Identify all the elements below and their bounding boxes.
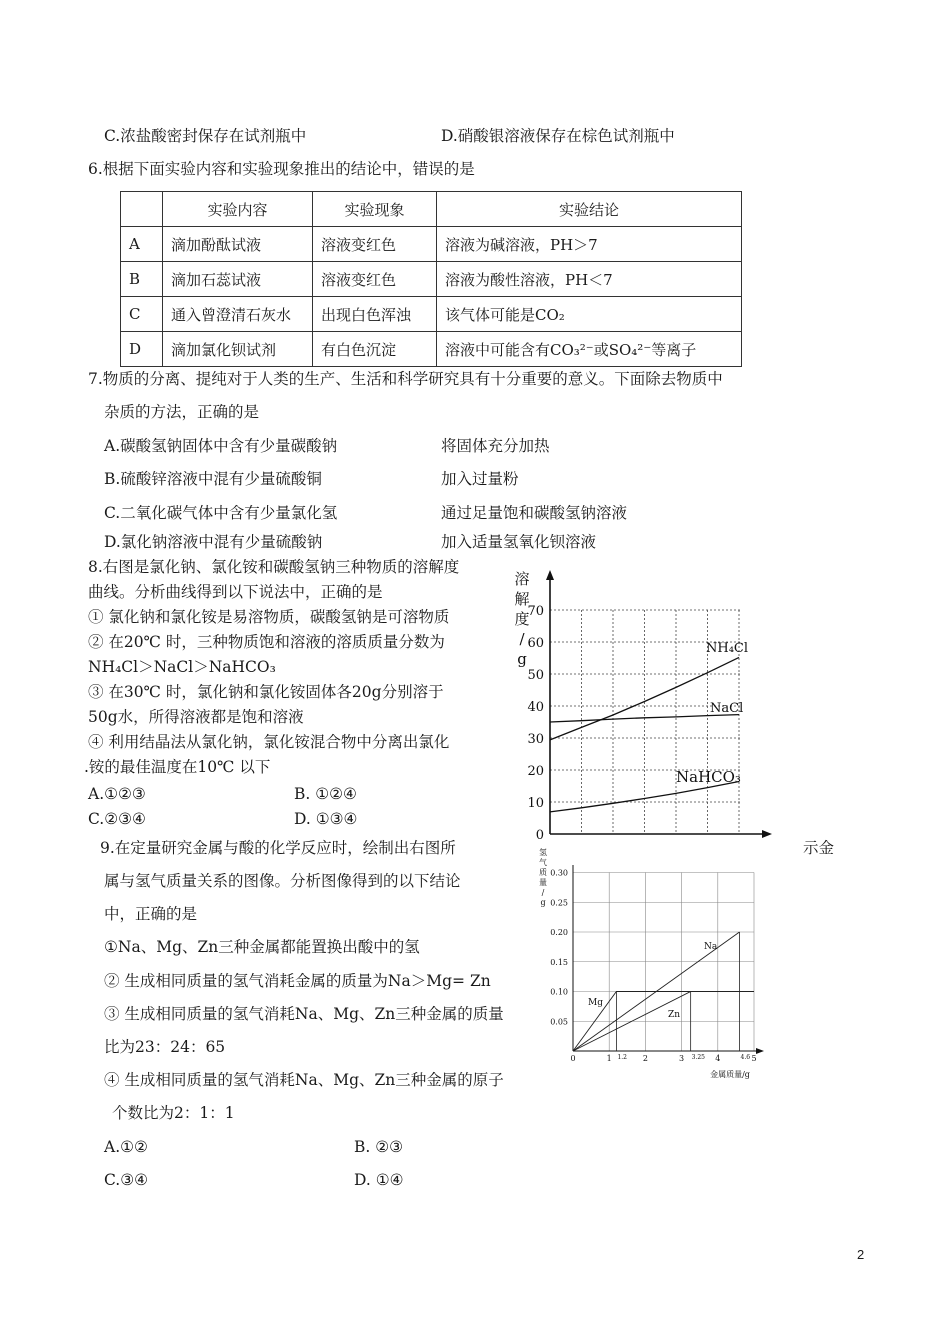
q9-line: ③ 生成相同质量的氢气消耗Na、Mg、Zn三种金属的质量 bbox=[104, 1005, 504, 1023]
y-tick-label: 0 bbox=[535, 828, 544, 843]
series-label: Zn bbox=[668, 1010, 681, 1020]
x-tick-label: 3 bbox=[679, 1054, 685, 1063]
q8-line: ④ 利用结晶法从氯化钠，氯化铵混合物中分离出氯化 bbox=[88, 733, 450, 751]
x-tick-label: 1 bbox=[606, 1054, 612, 1063]
table-header-cell: 实验现象 bbox=[313, 192, 437, 227]
q9-line: ①Na、Mg、Zn三种金属都能置换出酸中的氢 bbox=[104, 938, 420, 956]
q5-option-d: D.硝酸银溶液保存在棕色试剂瓶中 bbox=[441, 127, 675, 145]
table-cell: 出现白色浑浊 bbox=[313, 297, 437, 332]
q8-line: .铵的最佳温度在10℃ 以下 bbox=[84, 758, 271, 776]
series-labels bbox=[676, 641, 748, 786]
q8-line: 8.右图是氯化钠、氯化铵和碳酸氢钠三种物质的溶解度 bbox=[88, 558, 460, 576]
x-tick-label: 2 bbox=[642, 1054, 648, 1063]
table-cell: A bbox=[121, 227, 163, 262]
chart-axes bbox=[573, 865, 764, 1054]
x-axis-label: 金属质量/g bbox=[710, 1070, 750, 1079]
y-tick-label: 0.25 bbox=[550, 898, 568, 908]
q7-option-b-method: 加入过量粉 bbox=[441, 470, 519, 488]
table-row bbox=[121, 262, 742, 297]
y-tick-label: 50 bbox=[527, 668, 544, 683]
table-cell: 溶液为碱溶液，PH＞7 bbox=[437, 227, 742, 262]
q7-option-b: B.硫酸锌溶液中混有少量硫酸铜 bbox=[104, 470, 322, 488]
q7-option-c: C.二氧化碳气体中含有少量氯化氢 bbox=[104, 504, 338, 522]
table-cell: 溶液为酸性溶液，PH＜7 bbox=[437, 262, 742, 297]
y-tick-label: 30 bbox=[527, 732, 544, 747]
y-tick-label: 70 bbox=[527, 604, 544, 619]
table-header-cell bbox=[121, 192, 163, 227]
y-axis-label bbox=[514, 570, 529, 668]
chart-grid bbox=[573, 873, 754, 1052]
table-cell: 滴加酚酞试液 bbox=[163, 227, 313, 262]
y-axis-label-char: g bbox=[540, 898, 546, 907]
table-row bbox=[121, 332, 742, 367]
table-cell: D bbox=[121, 332, 163, 367]
q8-option-a: A.①②③ bbox=[88, 785, 146, 803]
x-tick-label: 3.25 bbox=[691, 1054, 706, 1061]
table-header-row bbox=[121, 192, 742, 227]
q9-line: 属与氢气质量关系的图像。分析图像得到的以下结论 bbox=[104, 872, 461, 890]
q8-line: ② 在20℃ 时，三种物质饱和溶液的溶质质量分数为 bbox=[88, 633, 445, 651]
table-cell: 滴加石蕊试液 bbox=[163, 262, 313, 297]
q7-option-c-method: 通过足量饱和碳酸氢钠溶液 bbox=[441, 504, 628, 522]
y-axis-label-char: / bbox=[541, 888, 545, 897]
table-cell: 滴加氯化钡试剂 bbox=[163, 332, 313, 367]
solubility-chart bbox=[500, 568, 780, 850]
y-tick-label: 0.15 bbox=[550, 957, 568, 967]
y-tick-label: 0.20 bbox=[550, 928, 568, 937]
table-cell: 该气体可能是CO₂ bbox=[437, 297, 742, 332]
y-tick-label: 40 bbox=[527, 700, 544, 715]
q9-option-a: A.①② bbox=[104, 1138, 148, 1156]
q9-line: 个数比为2：1：1 bbox=[112, 1104, 235, 1122]
table-cell: 溶液变红色 bbox=[313, 262, 437, 297]
y-tick-labels bbox=[550, 869, 568, 1027]
y-axis-label-char: 氢 bbox=[539, 848, 547, 857]
q8-line: 曲线。分析曲线得到以下说法中，正确的是 bbox=[88, 583, 383, 601]
q9-line: 中，正确的是 bbox=[104, 905, 198, 923]
table-header-cell: 实验结论 bbox=[437, 192, 742, 227]
series-label: Mg bbox=[588, 998, 603, 1008]
series-label: NaCl bbox=[710, 701, 744, 716]
q9-option-d: D. ①④ bbox=[354, 1171, 404, 1189]
q7-stem-line2: 杂质的方法，正确的是 bbox=[104, 403, 260, 421]
table-row bbox=[121, 297, 742, 332]
q9-line: ② 生成相同质量的氢气消耗金属的质量为Na＞Mg= Zn bbox=[104, 972, 491, 990]
y-axis-label-char: 溶 bbox=[514, 570, 530, 588]
q9-line: 9.在定量研究金属与酸的化学反应时，绘制出右图所 bbox=[100, 839, 456, 857]
y-axis-label-char: 度 bbox=[514, 610, 530, 628]
table-cell: B bbox=[121, 262, 163, 297]
y-tick-label: 0.10 bbox=[550, 987, 568, 997]
x-axis-arrow bbox=[762, 830, 772, 838]
y-axis-label-char: 量 bbox=[539, 878, 547, 887]
table-cell: 溶液变红色 bbox=[313, 227, 437, 262]
q9-line-tail: 示金 bbox=[803, 839, 835, 857]
experiment-table bbox=[120, 191, 742, 367]
q5-option-c: C.浓盐酸密封保存在试剂瓶中 bbox=[104, 127, 307, 145]
y-tick-label: 10 bbox=[527, 796, 544, 811]
q8-line: NH₄Cl＞NaCl＞NaHCO₃ bbox=[88, 658, 276, 676]
y-tick-label: 20 bbox=[527, 764, 544, 779]
x-tick-label: 5 bbox=[751, 1054, 757, 1063]
q8-option-b: B. ①②④ bbox=[294, 785, 357, 803]
series-label: Na bbox=[704, 942, 718, 952]
y-axis-label-char: 气 bbox=[539, 858, 547, 867]
x-tick-label: 0 bbox=[570, 1054, 576, 1063]
y-axis-label bbox=[539, 847, 547, 907]
q7-stem-line1: 7.物质的分离、提纯对于人类的生产、生活和科学研究具有十分重要的意义。下面除去物质中 bbox=[88, 370, 723, 388]
x-tick-label: 1.2 bbox=[617, 1054, 627, 1061]
q8-line: ① 氯化钠和氯化铵是易溶物质，碳酸氢钠是可溶物质 bbox=[88, 608, 450, 626]
q9-option-c: C.③④ bbox=[104, 1171, 149, 1189]
y-tick-label: 0.05 bbox=[550, 1017, 568, 1027]
x-axis-arrow bbox=[756, 1048, 764, 1054]
q9-option-b: B. ②③ bbox=[354, 1138, 404, 1156]
q7-option-d-method: 加入适量氢氧化钡溶液 bbox=[441, 533, 597, 551]
q8-option-d: D. ①③④ bbox=[294, 810, 358, 828]
y-axis-label-char: 解 bbox=[514, 590, 530, 608]
q8-line: ③ 在30℃ 时，氯化钠和氯化铵固体各20g分别溶于 bbox=[88, 683, 444, 701]
table-cell: C bbox=[121, 297, 163, 332]
y-axis-label-char: 质 bbox=[539, 868, 547, 877]
x-tick-labels bbox=[570, 1054, 756, 1063]
series-label: NaHCO₃ bbox=[676, 768, 741, 786]
x-tick-label: 4 bbox=[715, 1054, 721, 1063]
y-axis-label-char: / bbox=[519, 630, 525, 648]
q7-option-d: D.氯化钠溶液中混有少量硫酸钠 bbox=[104, 533, 323, 551]
q7-option-a: A.碳酸氢钠固体中含有少量碳酸钠 bbox=[104, 437, 338, 455]
table-cell: 通入曾澄清石灰水 bbox=[163, 297, 313, 332]
table-row bbox=[121, 227, 742, 262]
y-axis-label-char: g bbox=[517, 650, 527, 668]
series-labels bbox=[588, 942, 718, 1020]
q8-option-c: C.②③④ bbox=[88, 810, 146, 828]
q9-line: ④ 生成相同质量的氢气消耗Na、Mg、Zn三种金属的原子 bbox=[104, 1071, 504, 1089]
table-cell: 溶液中可能含有CO₃²⁻或SO₄²⁻等离子 bbox=[437, 332, 742, 367]
q6-stem: 6.根据下面实验内容和实验现象推出的结论中，错误的是 bbox=[88, 160, 475, 178]
y-tick-label: 0.30 bbox=[550, 868, 568, 878]
q8-line: 50g水，所得溶液都是饱和溶液 bbox=[88, 708, 304, 726]
q7-option-a-method: 将固体充分加热 bbox=[441, 437, 550, 455]
table-cell: 有白色沉淀 bbox=[313, 332, 437, 367]
hydrogen-mass-chart bbox=[530, 843, 790, 1085]
y-axis-arrow bbox=[546, 570, 554, 580]
page-number: 2 bbox=[857, 1247, 865, 1262]
y-tick-labels bbox=[527, 604, 544, 843]
y-tick-label: 60 bbox=[527, 636, 544, 651]
q9-line: 比为23：24：65 bbox=[104, 1038, 226, 1056]
series-label: NH₄Cl bbox=[706, 641, 749, 656]
table-header-cell: 实验内容 bbox=[163, 192, 313, 227]
x-tick-label: 4.6 bbox=[740, 1054, 751, 1061]
